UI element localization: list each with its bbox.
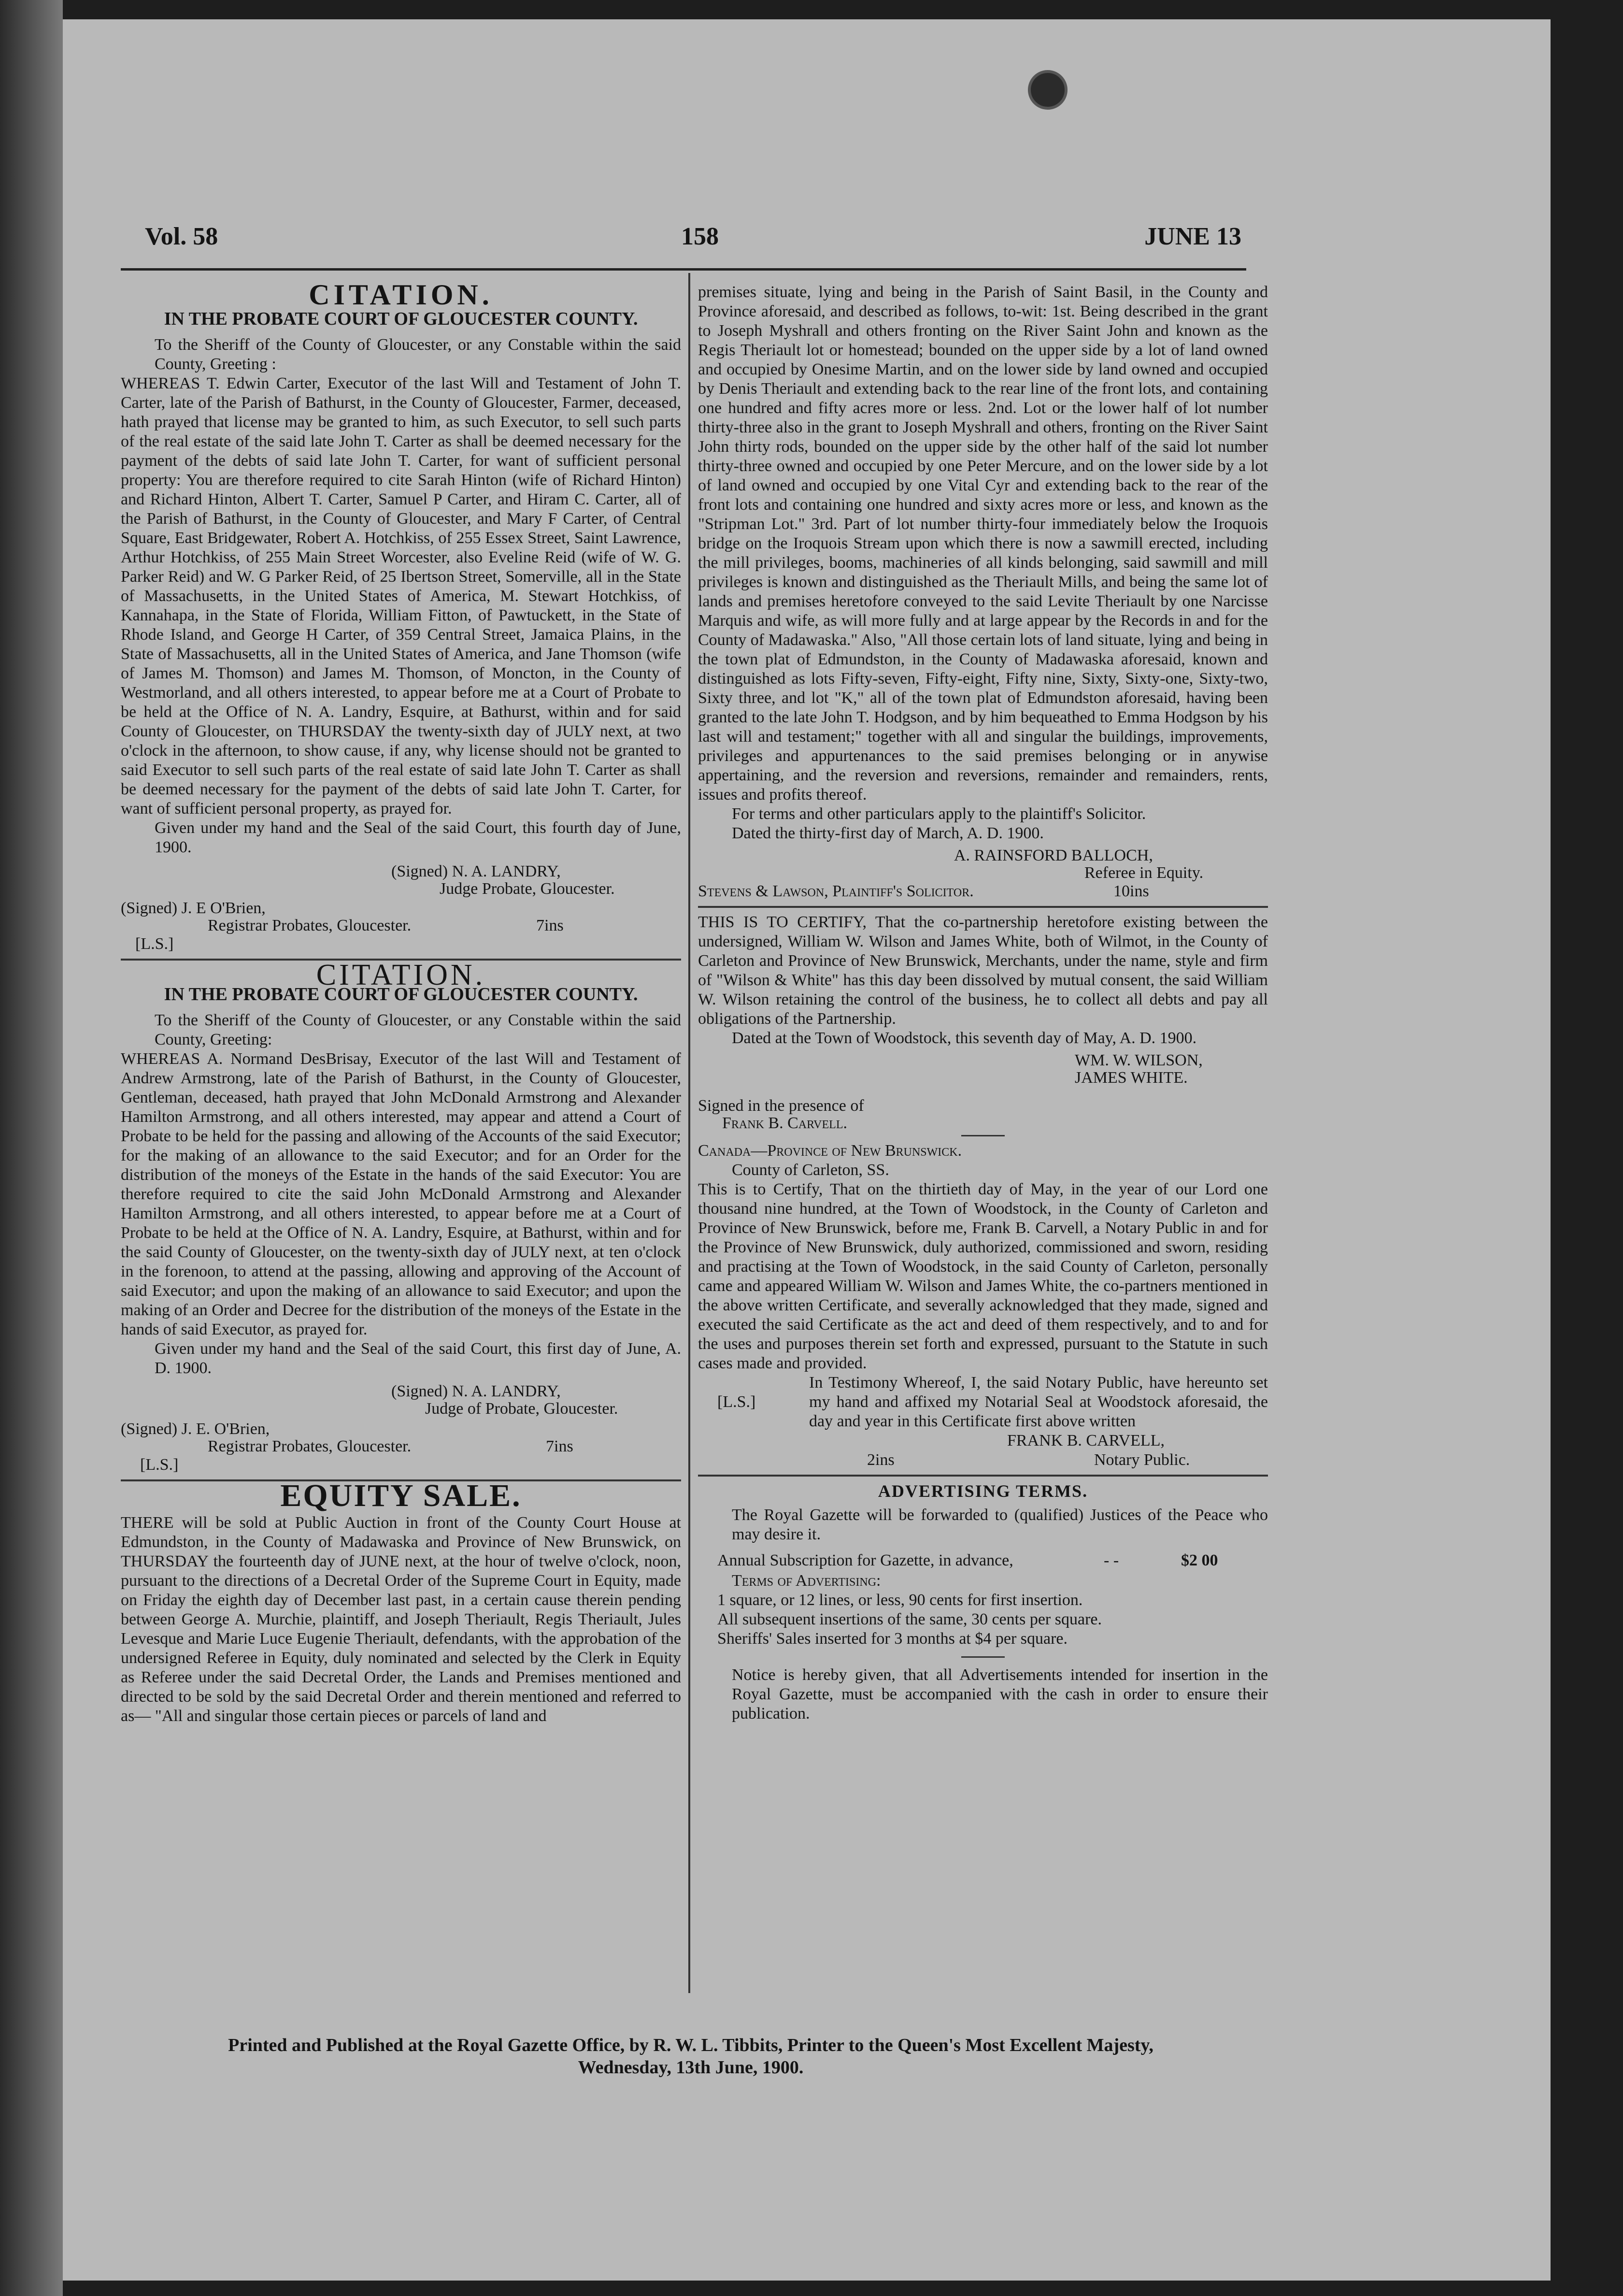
right-column — [698, 283, 1268, 1723]
imprint-line-1: Printed and Published at the Royal Gazette Office, by R. W. L. Tibbits, Printer to the Queen's Most Excellent Majesty, — [228, 2035, 1153, 2055]
citation2-body: WHEREAS A. Normand DesBrisay, Executor of the last Will and Testament of Andrew Armstrong, late of the Parish of Bathurst, in the County of Gloucester, Gentleman, deceased, hath prayed that John McDonald Armstrong and Alexander Hamilton Armstrong, and all others interested, may appear and attend a Court of Probate to be held for the passing and allowing of the Accounts of the said Executor; for the making of an allowance to the said Executor; and for an Order for the distribution of the moneys of the Estate in the hands of the said Executor: You are therefore required to cite the said John McDonald Armstrong and Alexander Hamilton Armstrong, and all others interested, to appear before me at a Court of Probate to be held at the Office of N. A. Landry, Esquire, at Bathurst, within and for the said County of Gloucester, on the twenty-sixth day of JULY next, at ten o'clock in the forenoon, to attend at the passing, allowing and approving of the Account of said Executor; and upon the making of an allowance to said Executor; and upon the making of an Order and Decree for the distribution of the moneys of the Estate in the hands of said Executor, as prayed for. — [121, 1050, 681, 1338]
terms-line-3: Sheriffs' Sales inserted for 3 months at $4 per square. — [717, 1630, 1068, 1648]
terms-line-1: 1 square, or 12 lines, or less, 90 cents for first insertion. — [717, 1591, 1083, 1609]
equity-sale-continued: premises situate, lying and being in the Parish of Saint Basil, in the County and Province aforesaid, and described as follows, to-wit: 1st. Being described in the grant to Joseph Myshrall and others fronting on the River Saint John and known as the Regis Theriault lot or homestead; bounded on the upper side by a lot of land owned and occupied by Onesime Martin, and on the lower side by land owned and occupied by Denis Theriault and extending back to the rear line of the front lots, and containing one hundred and fifty acres more or less. 2nd. Lot or the lower half of lot number thirty-three also in the grant to Joseph Myshrall and others, fronting on the River Saint John thirty rods, bounded on the upper side by the other half of the said lot number thirty-three owned and occupied by one Peter Mercure, and on the lower side by a lot of land owned and occupied by one Vital Cyr and extending back to the rear of the front lots and containing one hundred and sixty acres more or less, and known as the "Stripman Lot." 3rd. Part of lot number thirty-four immediately below the Iroquois bridge on the Iroquois Stream upon which there is now a sawmill erected, including the mill privileges, booms, machineries of all kinds belonging, said sawmill and mill privileges is known and distinguished as the Theriault Mills, and being the same lot of lands and premises heretofore conveyed to the said Levite Theriault by one Narcisse Marquis and wife, as will more fully and at large appear by the Records in and for the County of Madawaska." Also, "All those certain lots of land situate, lying and being in the town plat of Edmundston, in the County of Madawaska aforesaid, known and distinguished as lots Fifty-seven, Fifty-eight, Fifty nine, Sixty, Sixty-one, Sixty-two, Sixty three, and lot "K," all of the town plat of Edmundston aforesaid, having been granted to the late John T. Hodgson, and by him bequeathed to Emma Hodgson by his last will and testament;" together with all and singular the buildings, improvements, privileges and appurtenances to the said premises belonging or in anywise appertaining, and the reversion and reversions, remainder and remainders, rents, issues and profits thereof. — [698, 283, 1268, 804]
testimony-text: In Testimony Whereof, I, the said Notary Public, have hereunto set my hand and affixed my Notarial Seal at Woodstock aforesaid, the day and year in this Certificate first above written — [809, 1374, 1268, 1430]
notary-seal: [L.S.] — [717, 1393, 756, 1411]
partnership-certificate: THIS IS TO CERTIFY, That the co-partnership heretofore existing between the undersigned, William W. Wilson and James White, both of Wilmot, in the County of Carleton and Province of New Brunswick, Merchants, under the name, style and firm of "Wilson & White" has this day been dissolved by mutual consent, the said William W. Wilson retaining the control of the business, he to collect all debts and pay all obligations of the Partnership. — [698, 913, 1268, 1028]
terms-line-2: All subsequent insertions of the same, 30 cents per square. — [717, 1610, 1102, 1628]
section-divider — [698, 906, 1268, 908]
citation1-address: To the Sheriff of the County of Gloucester, or any Constable within the said County, Greeting : — [155, 336, 681, 373]
citation1-given: Given under my hand and the Seal of the said Court, this fourth day of June, 1900. — [155, 819, 681, 856]
left-column — [121, 279, 681, 1726]
citation1-title: CITATION. — [309, 279, 493, 311]
equity-terms: For terms and other particulars apply to the plaintiff's Solicitor. — [732, 805, 1146, 823]
column-divider — [688, 273, 690, 1993]
header-rule — [121, 268, 1246, 271]
notary-signature: FRANK B. CARVELL, 2ins Notary Public. — [867, 1432, 1190, 1469]
citation2-address: To the Sheriff of the County of Gloucester, or any Constable within the said County, Greeting: — [155, 1011, 681, 1048]
jurisdiction-line: Canada—Province of New Brunswick. — [698, 1142, 962, 1160]
short-divider — [961, 1656, 1005, 1658]
citation2-court: IN THE PROBATE COURT OF GLOUCESTER COUNTY. — [164, 984, 638, 1004]
citation2-registrar-signature: (Signed) J. E. O'Brien, Registrar Probates, Gloucester. 7ins — [121, 1420, 573, 1455]
citation1-judge-signature: (Signed) N. A. LANDRY, Judge Probate, Gloucester. — [391, 862, 615, 898]
citation1-body: WHEREAS T. Edwin Carter, Executor of the last Will and Testament of John T. Carter, late of the Parish of Bathurst, in the County of Gloucester, Farmer, deceased, hath prayed that license may be granted to him, as such Executor, to sell such parts of the real estate of the said late John T. Carter as shall be deemed necessary for the payment of the debts of said late John T. Carter, for want of sufficient personal property: You are therefore required to cite Sarah Hinton (wife of Richard Hinton) and Richard Hinton, Albert T. Carter, Samuel P Carter, and Hiram C. Carter, all of the Parish of Bathurst, in the County of Gloucester, and Mary F Carter, of Central Square, East Bridgewater, Robert A. Hotchkiss, of 255 Essex Street, Saint Lawrence, Arthur Hotchkiss, of 255 Main Street Worcester, also Eveline Reid (wife of W. G. Parker Reid) and W. G Parker Reid, of 25 Ibertson Street, Somerville, all in the State of Massachusetts, in the United States of America, M. Stewart Hotchkiss, of Kannahapa, in the State of Florida, William Fitton, of Pawtuckett, in the State of Rhode Island, and George H Carter, of 359 Central Street, Jamaica Plains, in the State of Massachusetts, all in the United States of America, and Jane Thomson (wife of James M. Thomson) and James M. Thomson, of Moncton, in the County of Westmorland, and all others interested, to appear before me at a Court of Probate to be held at the Office of N. A. Landry, Esquire, at Bathurst, within and for said County of Gloucester, on THURSDAY the twenty-sixth day of JULY next, at two o'clock in the afternoon, to show cause, if any, why license should not be granted to said Executor to sell such parts of the real estate of said late John T. Carter as shall be deemed necessary for the payment of the debts of said late John T. Carter, for want of sufficient personal property, as prayed for. — [121, 374, 681, 818]
page-header — [145, 222, 1241, 261]
solicitor-line: Stevens & Lawson, Plaintiff's Solicitor. 10ins — [698, 882, 1149, 900]
referee-signature: A. RAINSFORD BALLOCH, Referee in Equity. — [954, 847, 1204, 882]
citation1-seal: [L.S.] — [135, 935, 174, 953]
citation1-court: IN THE PROBATE COURT OF GLOUCESTER COUNTY. — [164, 309, 638, 329]
equity-sale-body: THERE will be sold at Public Auction in front of the County Court House at Edmundston, in the County of Madawaska and Province of New Brunswick, on THURSDAY the fourteenth day of JUNE next, at the hour of twelve o'clock, noon, pursuant to the directions of a Decretal Order of the Supreme Court in Equity, made on Friday the eighth day of December last past, in a certain cause therein pending between George A. Murchie, plaintiff, and Joseph Theriault, Regis Theriault, Jules Levesque and Marie Luce Eugenie Theriault, defendants, with the approbation of the undersigned Referee in Equity, duly nominated and selected by the Clerk in Equity as Referee under the said Decretal Order, the Lands and Premises mentioned and directed to be sold by the said Decretal Order and therein mentioned and referred to as— "All and singular those certain pieces or parcels of land and — [121, 1514, 681, 1725]
citation1-registrar-signature: (Signed) J. E O'Brien, Registrar Probates, Gloucester. 7ins — [121, 899, 564, 934]
notary-certificate: This is to Certify, That on the thirtieth day of May, in the year of our Lord one thousand nine hundred, at the Town of Woodstock, in the County of Carleton and Province of New Brunswick, before me, Frank B. Carvell, a Notary Public in and for the Province of New Brunswick, duly authorized, commissioned and sworn, residing and practising at the Town of Woodstock, in the said County of Carleton, personally came and appeared William W. Wilson and James White, the co-partners mentioned in the above written Certificate, and severally acknowledged that they made, signed and executed the said Certificate as the act and deed of them respectively, and to and for the uses and purposes therein set forth and expressed, pursuant to the Statute in such cases made and provided. — [698, 1180, 1268, 1372]
citation2-title: CITATION. — [316, 959, 486, 991]
advertising-intro: The Royal Gazette will be forwarded to (qualified) Justices of the Peace who may desire it. — [732, 1506, 1268, 1543]
county-line: County of Carleton, SS. — [732, 1161, 889, 1179]
page-gutter-shadow — [0, 0, 63, 2296]
equity-sale-title: EQUITY SALE. — [280, 1478, 522, 1513]
terms-heading: Terms of Advertising: — [732, 1572, 881, 1590]
equity-dated: Dated the thirty-first day of March, A. D. 1900. — [732, 824, 1044, 842]
notary-testimony — [698, 1373, 1268, 1431]
issue-date: JUNE 13 — [1144, 223, 1241, 250]
volume-number: Vol. 58 — [145, 223, 218, 250]
citation2-seal: [L.S.] — [140, 1456, 179, 1474]
citation2-judge-signature: (Signed) N. A. LANDRY, Judge of Probate, Gloucester. — [391, 1382, 618, 1418]
section-divider — [698, 1475, 1268, 1477]
subscription-line: Annual Subscription for Gazette, in advance, - - $2 00 — [717, 1551, 1218, 1569]
imprint-line-2: Wednesday, 13th June, 1900. — [578, 2057, 804, 2078]
page-number: 158 — [681, 223, 719, 250]
binding-hole — [1028, 70, 1068, 110]
advertising-title: ADVERTISING TERMS. — [878, 1481, 1088, 1501]
citation2-given: Given under my hand and the Seal of the said Court, this first day of June, A. D. 1900. — [155, 1340, 681, 1377]
witness-line: Signed in the presence of Frank B. Carvell. — [698, 1097, 864, 1132]
cash-notice: Notice is hereby given, that all Advertisements intended for insertion in the Royal Gazette, must be accompanied with the cash in order to ensure their publication. — [732, 1666, 1268, 1722]
partner-signatures: WM. W. WILSON, JAMES WHITE. — [1075, 1051, 1203, 1087]
imprint-footer — [121, 2034, 1261, 2079]
partnership-dated: Dated at the Town of Woodstock, this seventh day of May, A. D. 1900. — [732, 1029, 1197, 1047]
short-divider — [961, 1135, 1005, 1136]
